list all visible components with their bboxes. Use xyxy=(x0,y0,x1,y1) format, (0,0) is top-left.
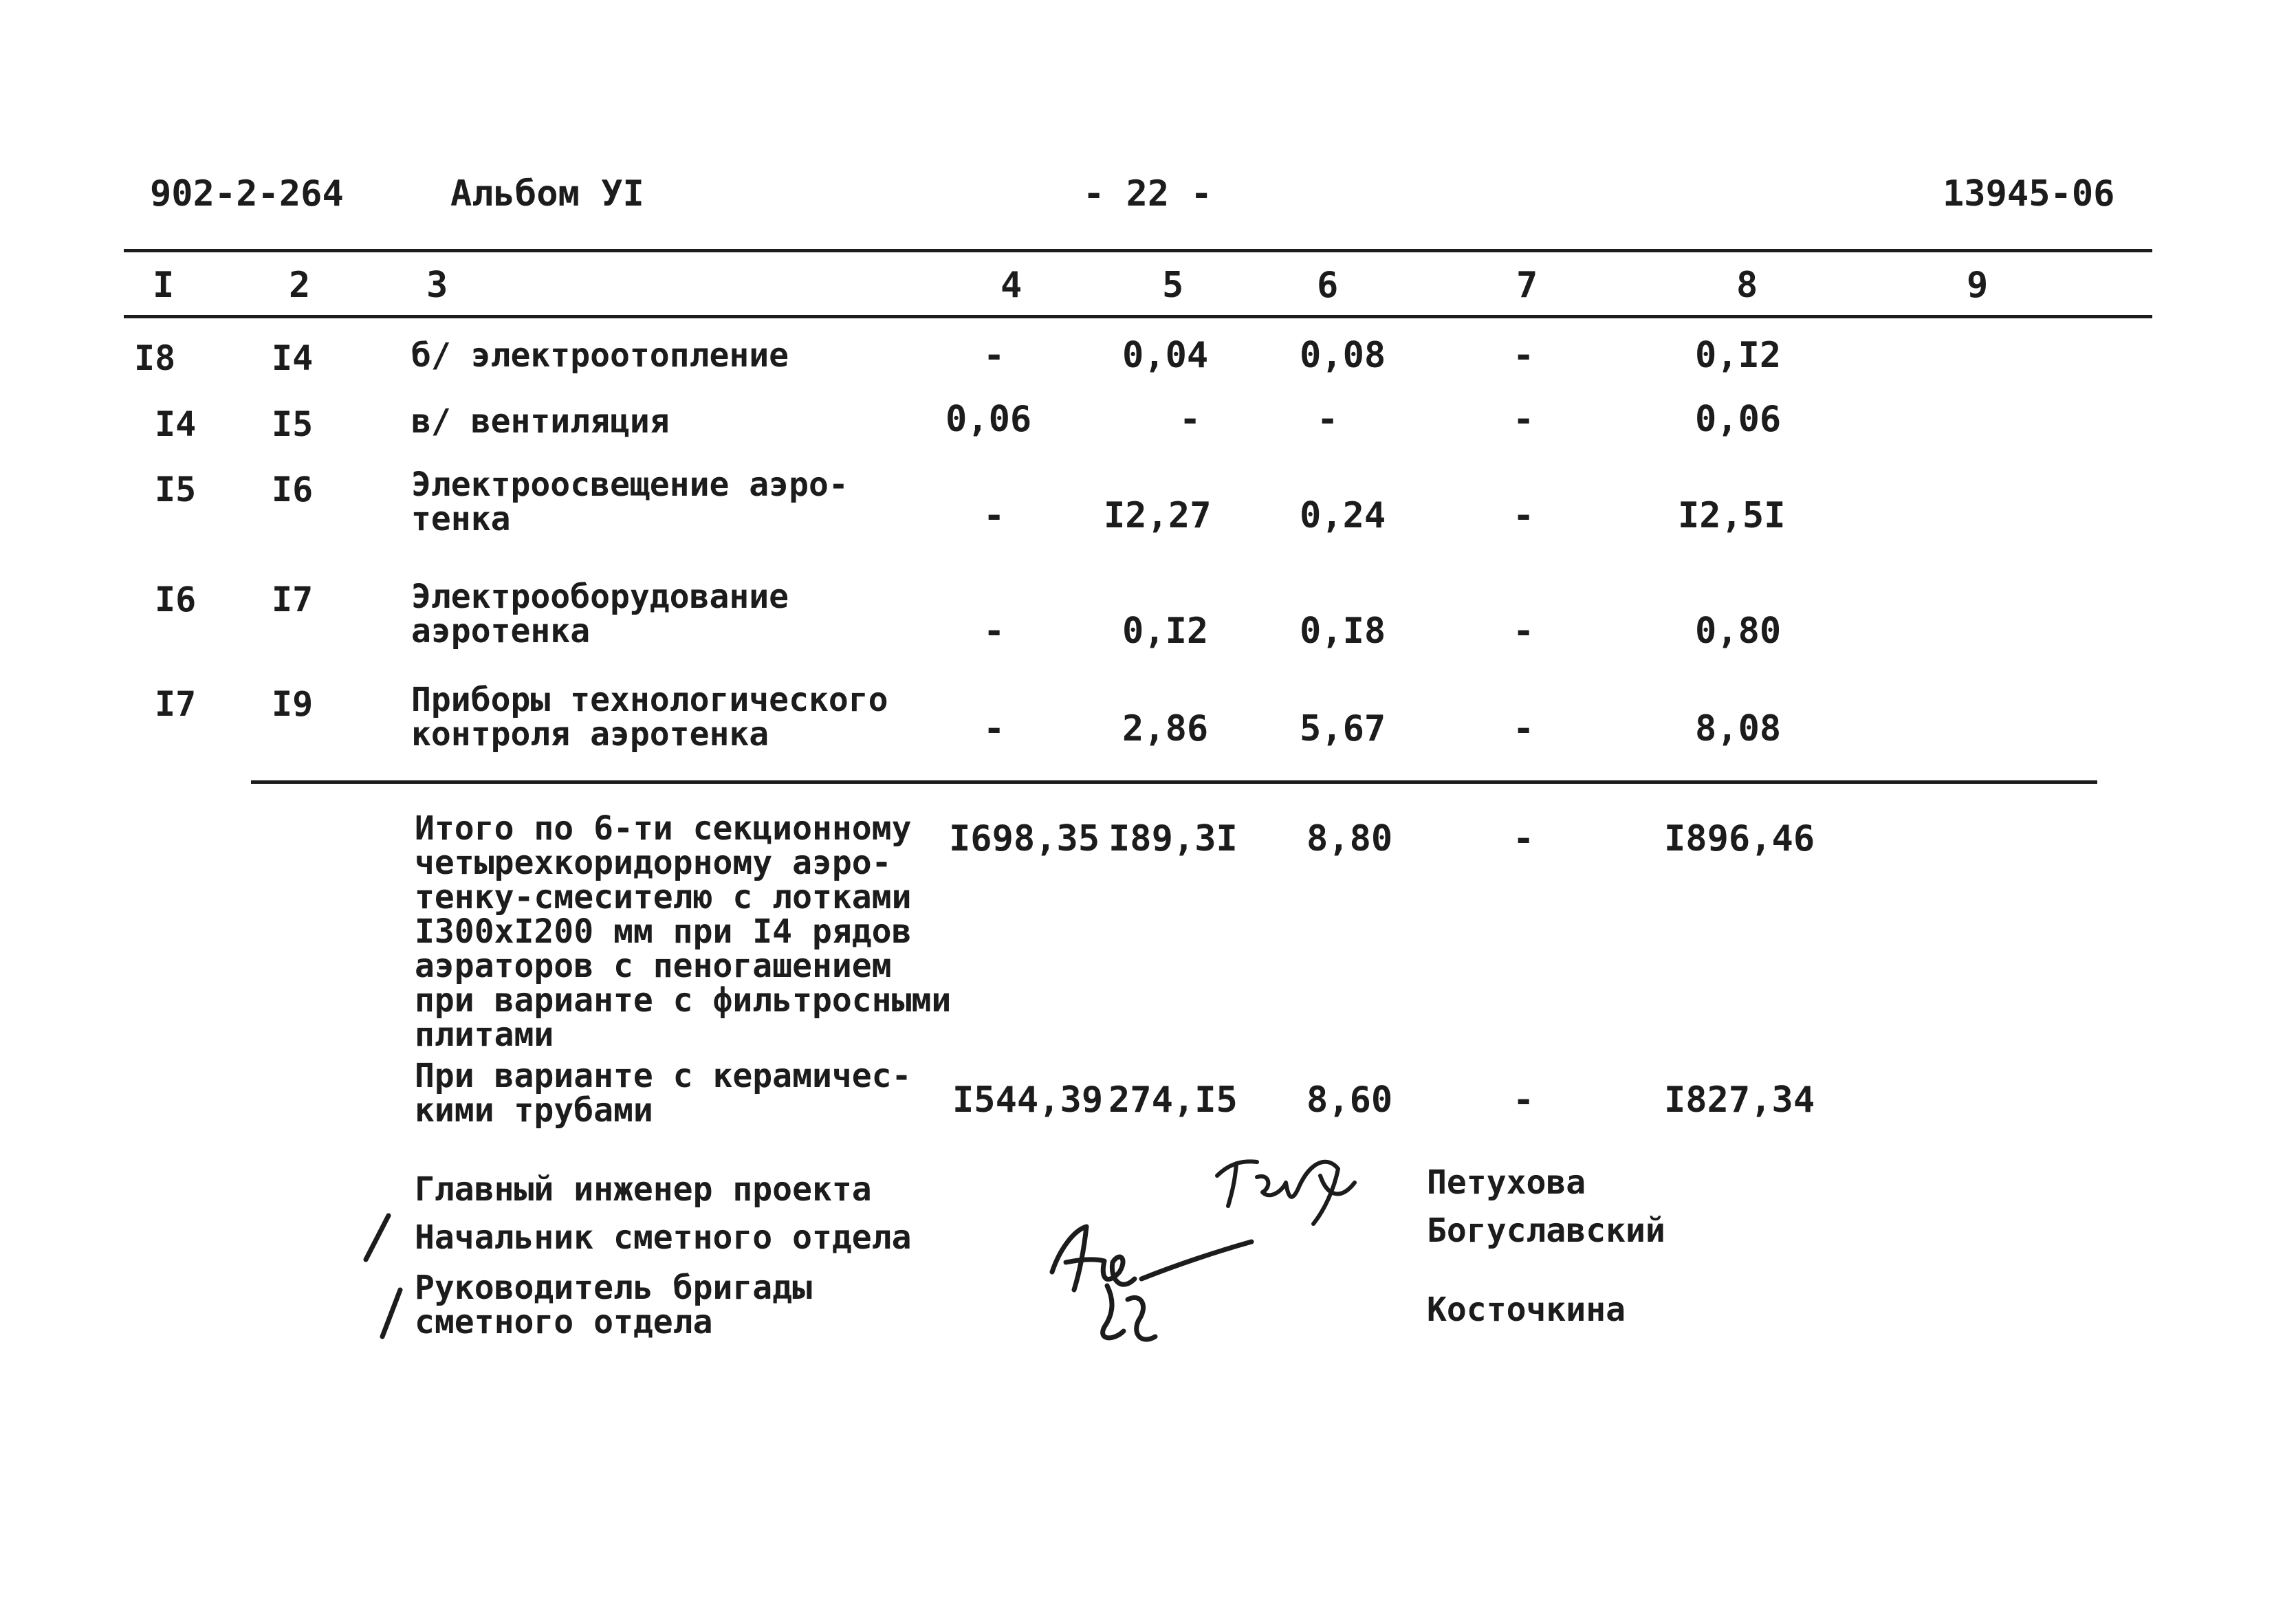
column-number-2: 2 xyxy=(289,265,311,306)
table-row-3-col5: I2,27 xyxy=(1104,495,1212,536)
total-row-2-col6: 8,60 xyxy=(1307,1079,1393,1121)
table-row-3-col2: I6 xyxy=(272,470,314,509)
table-row-2-col7: - xyxy=(1513,399,1535,440)
table-row-2-col5: - xyxy=(1179,399,1201,440)
table-row-4-col2: I7 xyxy=(272,580,314,619)
table-row-1-col8: 0,I2 xyxy=(1695,335,1782,376)
table-row-3-col4: - xyxy=(983,495,1005,536)
signatory-name-2: Богуславский xyxy=(1427,1211,1665,1250)
table-row-4-col8: 0,80 xyxy=(1695,611,1782,652)
table-row-5-col2: I9 xyxy=(272,684,314,724)
table-row-3-col6: 0,24 xyxy=(1300,495,1386,536)
table-row-5-col4: - xyxy=(983,708,1005,749)
table-row-3-col1: I5 xyxy=(155,470,197,509)
column-number-9: 9 xyxy=(1967,265,1989,306)
totals-rule xyxy=(251,780,2097,784)
total-row-2-col8: I827,34 xyxy=(1664,1079,1815,1121)
album-label: Альбом УI xyxy=(450,173,644,215)
handwritten-mark-2 xyxy=(371,1286,413,1341)
table-row-2-col4: 0,06 xyxy=(945,399,1032,440)
total-row-1-col8: I896,46 xyxy=(1664,818,1815,859)
table-row-1-col7: - xyxy=(1513,335,1535,376)
table-row-1-col6: 0,08 xyxy=(1300,335,1386,376)
column-number-1: I xyxy=(153,265,175,306)
table-row-5-col7: - xyxy=(1513,708,1535,749)
total-row-2-col4: I544,39 xyxy=(952,1079,1104,1121)
table-row-4-description: Электрооборудование аэротенка xyxy=(411,578,789,650)
table-row-4-col4: - xyxy=(983,611,1005,652)
table-row-2-col6: - xyxy=(1317,399,1339,440)
table-row-1-col4: - xyxy=(983,335,1005,376)
signature-boguslavsky xyxy=(1038,1196,1265,1361)
table-row-3-description: Электроосвещение аэро- тенка xyxy=(411,465,849,538)
total-row-1-col4: I698,35 xyxy=(949,818,1100,859)
table-top-rule xyxy=(124,249,2152,252)
column-header-rule xyxy=(124,315,2152,318)
table-row-5-col1: I7 xyxy=(155,684,197,724)
total-row-1-col7: - xyxy=(1513,818,1535,859)
document-code: 902-2-264 xyxy=(150,173,344,215)
signatory-name-1: Петухова xyxy=(1427,1163,1586,1202)
table-row-4-col7: - xyxy=(1513,611,1535,652)
total-row-1-col6: 8,80 xyxy=(1307,818,1393,859)
table-row-2-col1: I4 xyxy=(155,404,197,444)
table-row-5-description: Приборы технологического контроля аэротенка xyxy=(411,681,888,754)
signatory-name-3: Косточкина xyxy=(1427,1291,1626,1329)
table-row-3-col8: I2,5I xyxy=(1678,495,1786,536)
table-row-1-description: б/ электроотопление xyxy=(411,336,789,375)
handwritten-mark-1 xyxy=(358,1210,399,1265)
document-id: 13945-06 xyxy=(1943,173,2115,215)
total-row-2-col7: - xyxy=(1513,1079,1535,1121)
table-row-4-col6: 0,I8 xyxy=(1300,611,1386,652)
table-row-3-col7: - xyxy=(1513,495,1535,536)
table-row-5-col5: 2,86 xyxy=(1122,708,1209,749)
table-row-1-col5: 0,04 xyxy=(1122,335,1209,376)
table-row-4-col1: I6 xyxy=(155,580,197,619)
total-row-2-col5: 274,I5 xyxy=(1108,1079,1238,1121)
table-row-1-col1: I8 xyxy=(134,338,176,378)
table-row-5-col8: 8,08 xyxy=(1695,708,1782,749)
table-row-1-col2: I4 xyxy=(272,338,314,378)
role-team-leader: Руководитель бригады сметного отдела xyxy=(415,1269,812,1341)
column-number-8: 8 xyxy=(1736,265,1758,306)
column-number-3: 3 xyxy=(426,265,448,306)
table-row-4-col5: 0,I2 xyxy=(1122,611,1209,652)
total-row-1-col5: I89,3I xyxy=(1108,818,1238,859)
table-row-2-col2: I5 xyxy=(272,404,314,444)
column-number-7: 7 xyxy=(1516,265,1538,306)
role-chief-engineer: Главный инженер проекта xyxy=(415,1170,872,1209)
table-row-2-col8: 0,06 xyxy=(1695,399,1782,440)
table-row-5-col6: 5,67 xyxy=(1300,708,1386,749)
total-row-2-description: При варианте с керамичес- кими трубами xyxy=(415,1057,912,1130)
table-row-2-description: в/ вентиляция xyxy=(411,402,670,441)
column-number-6: 6 xyxy=(1317,265,1339,306)
role-head-of-estimates: Начальник сметного отдела xyxy=(415,1218,912,1257)
total-row-1-description: Итого по 6-ти секционному четырехкоридорному аэро- тенку-смесителю с лотками I300xI200 мм при I4 рядов аэраторов с пеногашением при варианте с фильтросными плитами xyxy=(415,809,952,1054)
column-number-5: 5 xyxy=(1162,265,1184,306)
page-number: - 22 - xyxy=(1083,173,1212,215)
column-number-4: 4 xyxy=(1001,265,1023,306)
